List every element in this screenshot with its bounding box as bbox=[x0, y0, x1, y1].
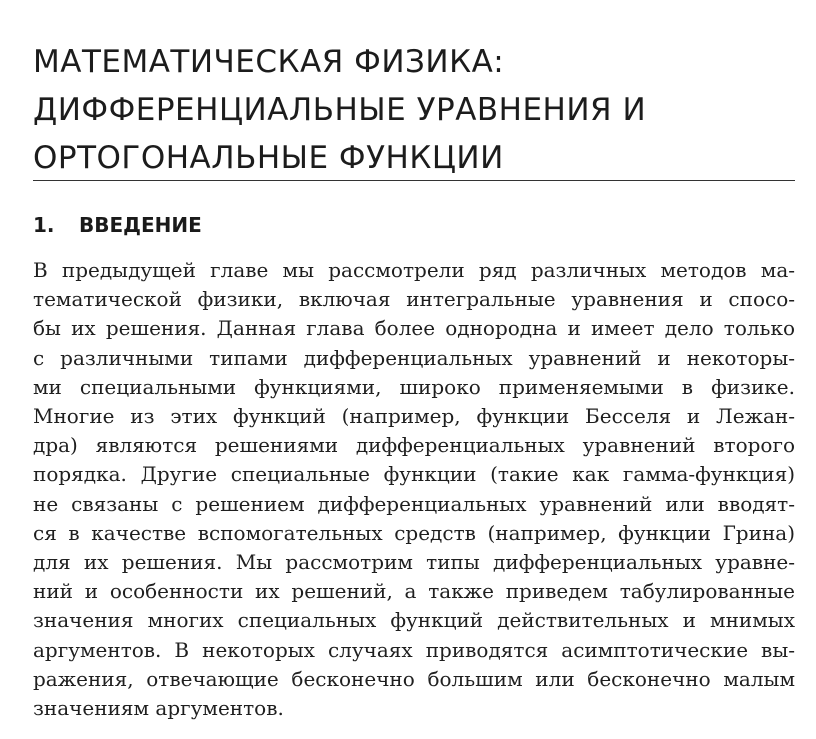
body-line: значения многих специальных функций действительных и мнимых bbox=[33, 608, 795, 633]
body-paragraph bbox=[33, 256, 795, 723]
body-line: не связаны с решением дифференциальных уравнений или вводят- bbox=[33, 491, 795, 516]
section-heading bbox=[33, 212, 202, 238]
body-line: для их решения. Мы рассмотрим типы дифференциальных уравне- bbox=[33, 550, 795, 575]
chapter-title-line: МАТЕМАТИЧЕСКАЯ ФИЗИКА: bbox=[33, 44, 505, 80]
section-title: ВВЕДЕНИЕ bbox=[79, 213, 202, 237]
chapter-title-line: ОРТОГОНАЛЬНЫЕ ФУНКЦИИ bbox=[33, 140, 504, 176]
body-line-last: значениям аргументов. bbox=[33, 696, 284, 721]
body-line: тематической физики, включая интегральные уравнения и спосо- bbox=[33, 287, 795, 312]
body-line: ражения, отвечающие бесконечно большим или бесконечно малым bbox=[33, 666, 795, 691]
body-line: порядка. Другие специальные функции (такие как гамма-функция) bbox=[33, 462, 795, 487]
body-line: ся в качестве вспомогательных средств (например, функции Грина) bbox=[33, 520, 795, 545]
chapter-title bbox=[33, 38, 793, 182]
body-line: Многие из этих функций (например, функции Бесселя и Лежан- bbox=[33, 404, 795, 429]
body-line: ний и особенности их решений, а также приведем табулированные bbox=[33, 579, 795, 604]
body-line: аргументов. В некоторых случаях приводятся асимптотические вы- bbox=[33, 637, 795, 662]
title-divider bbox=[33, 180, 795, 181]
body-line: дра) являются решениями дифференциальных уравнений второго bbox=[33, 433, 795, 458]
body-line: В предыдущей главе мы рассмотрели ряд различных методов ма- bbox=[33, 258, 795, 282]
body-line: бы их решения. Данная глава более однородна и имеет дело только bbox=[33, 316, 795, 341]
body-line: с различными типами дифференциальных уравнений и некоторы- bbox=[33, 345, 795, 370]
section-number: 1. bbox=[33, 213, 55, 237]
body-line: ми специальными функциями, широко применяемыми в физике. bbox=[33, 374, 795, 399]
chapter-title-line: ДИФФЕРЕНЦИАЛЬНЫЕ УРАВНЕНИЯ И bbox=[33, 92, 647, 128]
